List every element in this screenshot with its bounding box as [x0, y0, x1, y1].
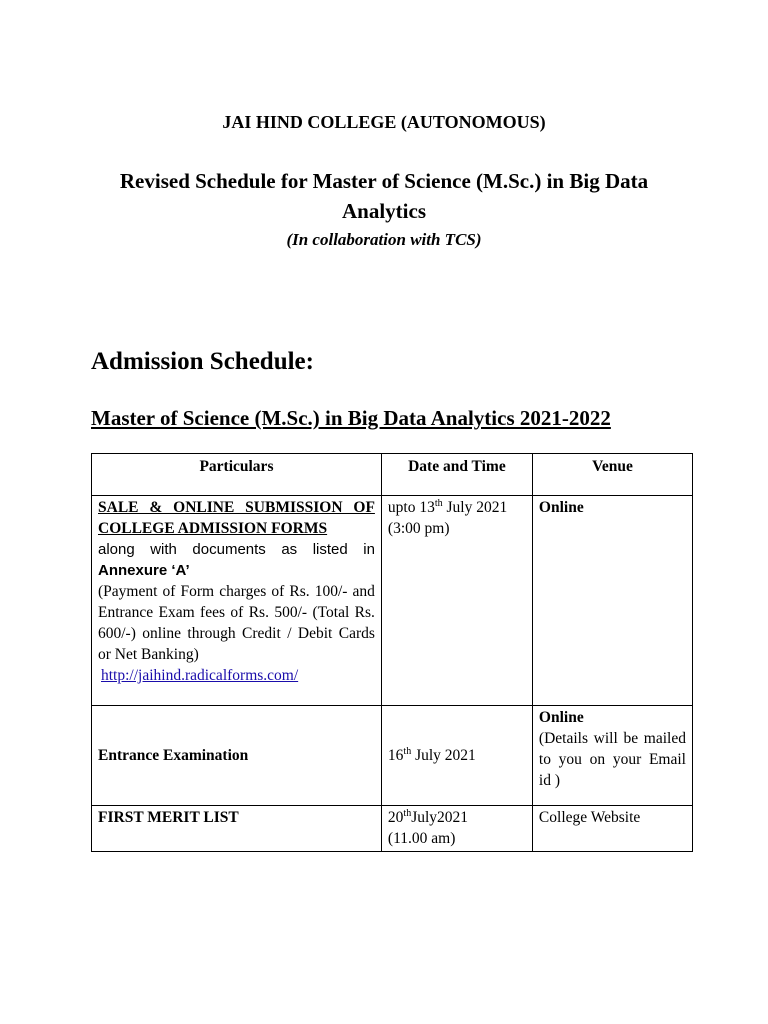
row3-date [381, 806, 532, 852]
row2-venue [532, 706, 692, 806]
admission-form-link[interactable]: http://jaihind.radicalforms.com/ [101, 667, 299, 684]
table-row [92, 706, 693, 806]
row3-particulars: FIRST MERIT LIST [92, 806, 382, 852]
college-name: JAI HIND COLLEGE (AUTONOMOUS) [222, 112, 546, 132]
table-header-row [92, 454, 693, 496]
row1-time: (3:00 pm) [387, 520, 450, 537]
row2-date: 16th July 2021 [381, 706, 532, 806]
admission-schedule-heading: Admission Schedule: [91, 348, 314, 375]
annexure-label: Annexure ‘A’ [98, 562, 190, 579]
row3-date-text: 20thJuly2021 [387, 807, 469, 826]
documents-text: along with documents as listed in [98, 541, 375, 558]
row2-particulars: Entrance Examination [92, 706, 382, 806]
schedule-title: Revised Schedule for Master of Science (M.Sc.) in Big Data Analytics [119, 169, 649, 223]
row1-venue: Online [532, 496, 692, 706]
row2-venue-title: Online [538, 709, 584, 726]
table-row [92, 496, 693, 706]
payment-text: (Payment of Form charges of Rs. 100/- and Entrance Exam fees of Rs. 500/- (Total Rs. 600/-) online through Credit / Debit Cards or Net Banking) [98, 583, 375, 663]
row1-date [381, 496, 532, 706]
header-particulars: Particulars [92, 454, 382, 496]
row2-venue-detail: (Details will be mailed to you on your Email id ) [538, 730, 686, 789]
row3-venue: College Website [532, 806, 692, 852]
program-heading: Master of Science (M.Sc.) in Big Data Analytics 2021-2022 [91, 406, 611, 430]
admission-schedule-table [91, 453, 693, 852]
table-row [92, 806, 693, 852]
collaboration-subtitle: (In collaboration with TCS) [286, 230, 482, 249]
header-venue: Venue [532, 454, 692, 496]
header-date-time: Date and Time [381, 454, 532, 496]
row1-date-text: upto 13th July 2021 [387, 497, 508, 516]
row3-time: (11.00 am) [387, 830, 456, 847]
sale-submission-title: SALE & ONLINE SUBMISSION OF COLLEGE ADMISSION FORMS [98, 499, 375, 537]
row1-particulars [92, 496, 382, 706]
